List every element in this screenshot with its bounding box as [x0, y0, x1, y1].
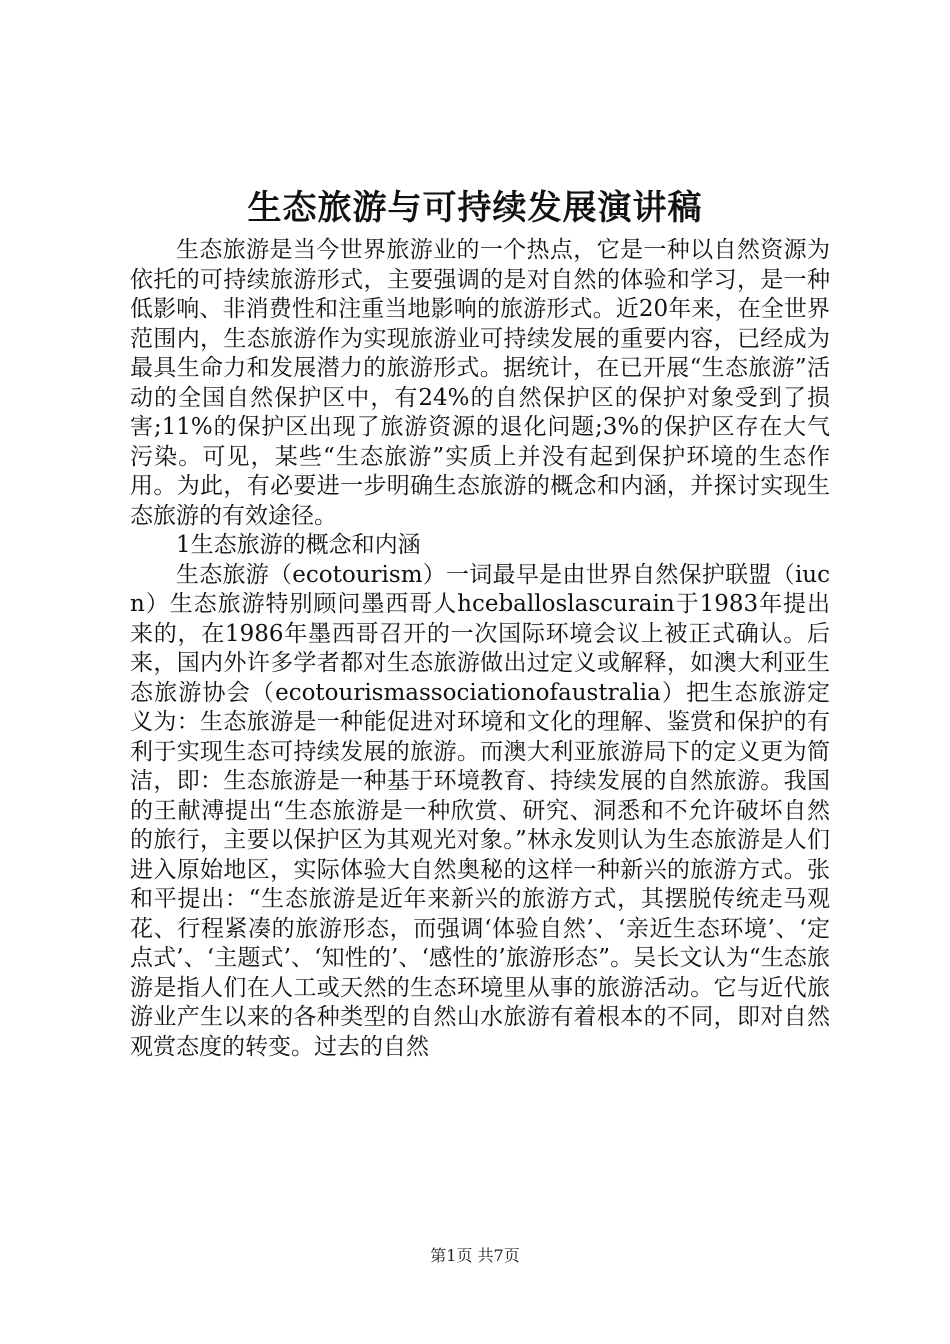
- page-footer: 第1页 共7页: [430, 1246, 520, 1265]
- document-body: [130, 236, 830, 1062]
- section-heading: 1生态旅游的概念和内涵: [176, 532, 421, 558]
- paragraph-intro: 生态旅游是当今世界旅游业的一个热点，它是一种以自然资源为依托的可持续旅游形式，主要强调的是对自然的体验和学习，是一种低影响、非消费性和注重当地影响的旅游形式。近20年来，在全世界范围内，生态旅游作为实现旅游业可持续发展的重要内容，已经成为最具生命力和发展潜力的旅游形式。据统计，在已开展“生态旅游”活动的全国自然保护区中，有24%的自然保护区的保护对象受到了损害;11%的保护区出现了旅游资源的退化问题;3%的保护区存在大气污染。可见，某些“生态旅游”实质上并没有起到保护环境的生态作用。为此，有必要进一步明确生态旅游的概念和内涵，并探讨实现生态旅游的有效途径。: [130, 237, 830, 529]
- paragraph-definition: 生态旅游（ecotourism）一词最早是由世界自然保护联盟（iucn）生态旅游特别顾问墨西哥人hceballoslascurain于1983年提出来的，在1986年墨西哥召开的一次国际环境会议上被正式确认。后来，国内外许多学者都对生态旅游做出过定义或解释，如澳大利亚生态旅游协会（ecotourismassociationofaustralia）把生态旅游定义为：生态旅游是一种能促进对环境和文化的理解、鉴赏和保护的有利于实现生态可持续发展的旅游。而澳大利亚旅游局下的定义更为简洁，即：生态旅游是一种基于环境教育、持续发展的自然旅游。我国的王献溥提出“生态旅游是一种欣赏、研究、洞悉和不允许破坏自然的旅行，主要以保护区为其观光对象。”林永发则认为生态旅游是人们进入原始地区，实际体验大自然奥秘的这样一种新兴的旅游方式。张和平提出：“生态旅游是近年来新兴的旅游方式，其摆脱传统走马观花、行程紧凑的旅游形态，而强调‘体验自然’、‘亲近生态环境’、‘定点式’、‘主题式’、‘知性的’、‘感性的’旅游形态”。吴长文认为“生态旅游是指人们在人工或天然的生态环境里从事的旅游活动。它与近代旅游业产生以来的各种类型的自然山水旅游有着根本的不同，即对自然观赏态度的转变。过去的自然: [130, 561, 830, 1060]
- page-title: 生态旅游与可持续发展演讲稿: [247, 188, 703, 228]
